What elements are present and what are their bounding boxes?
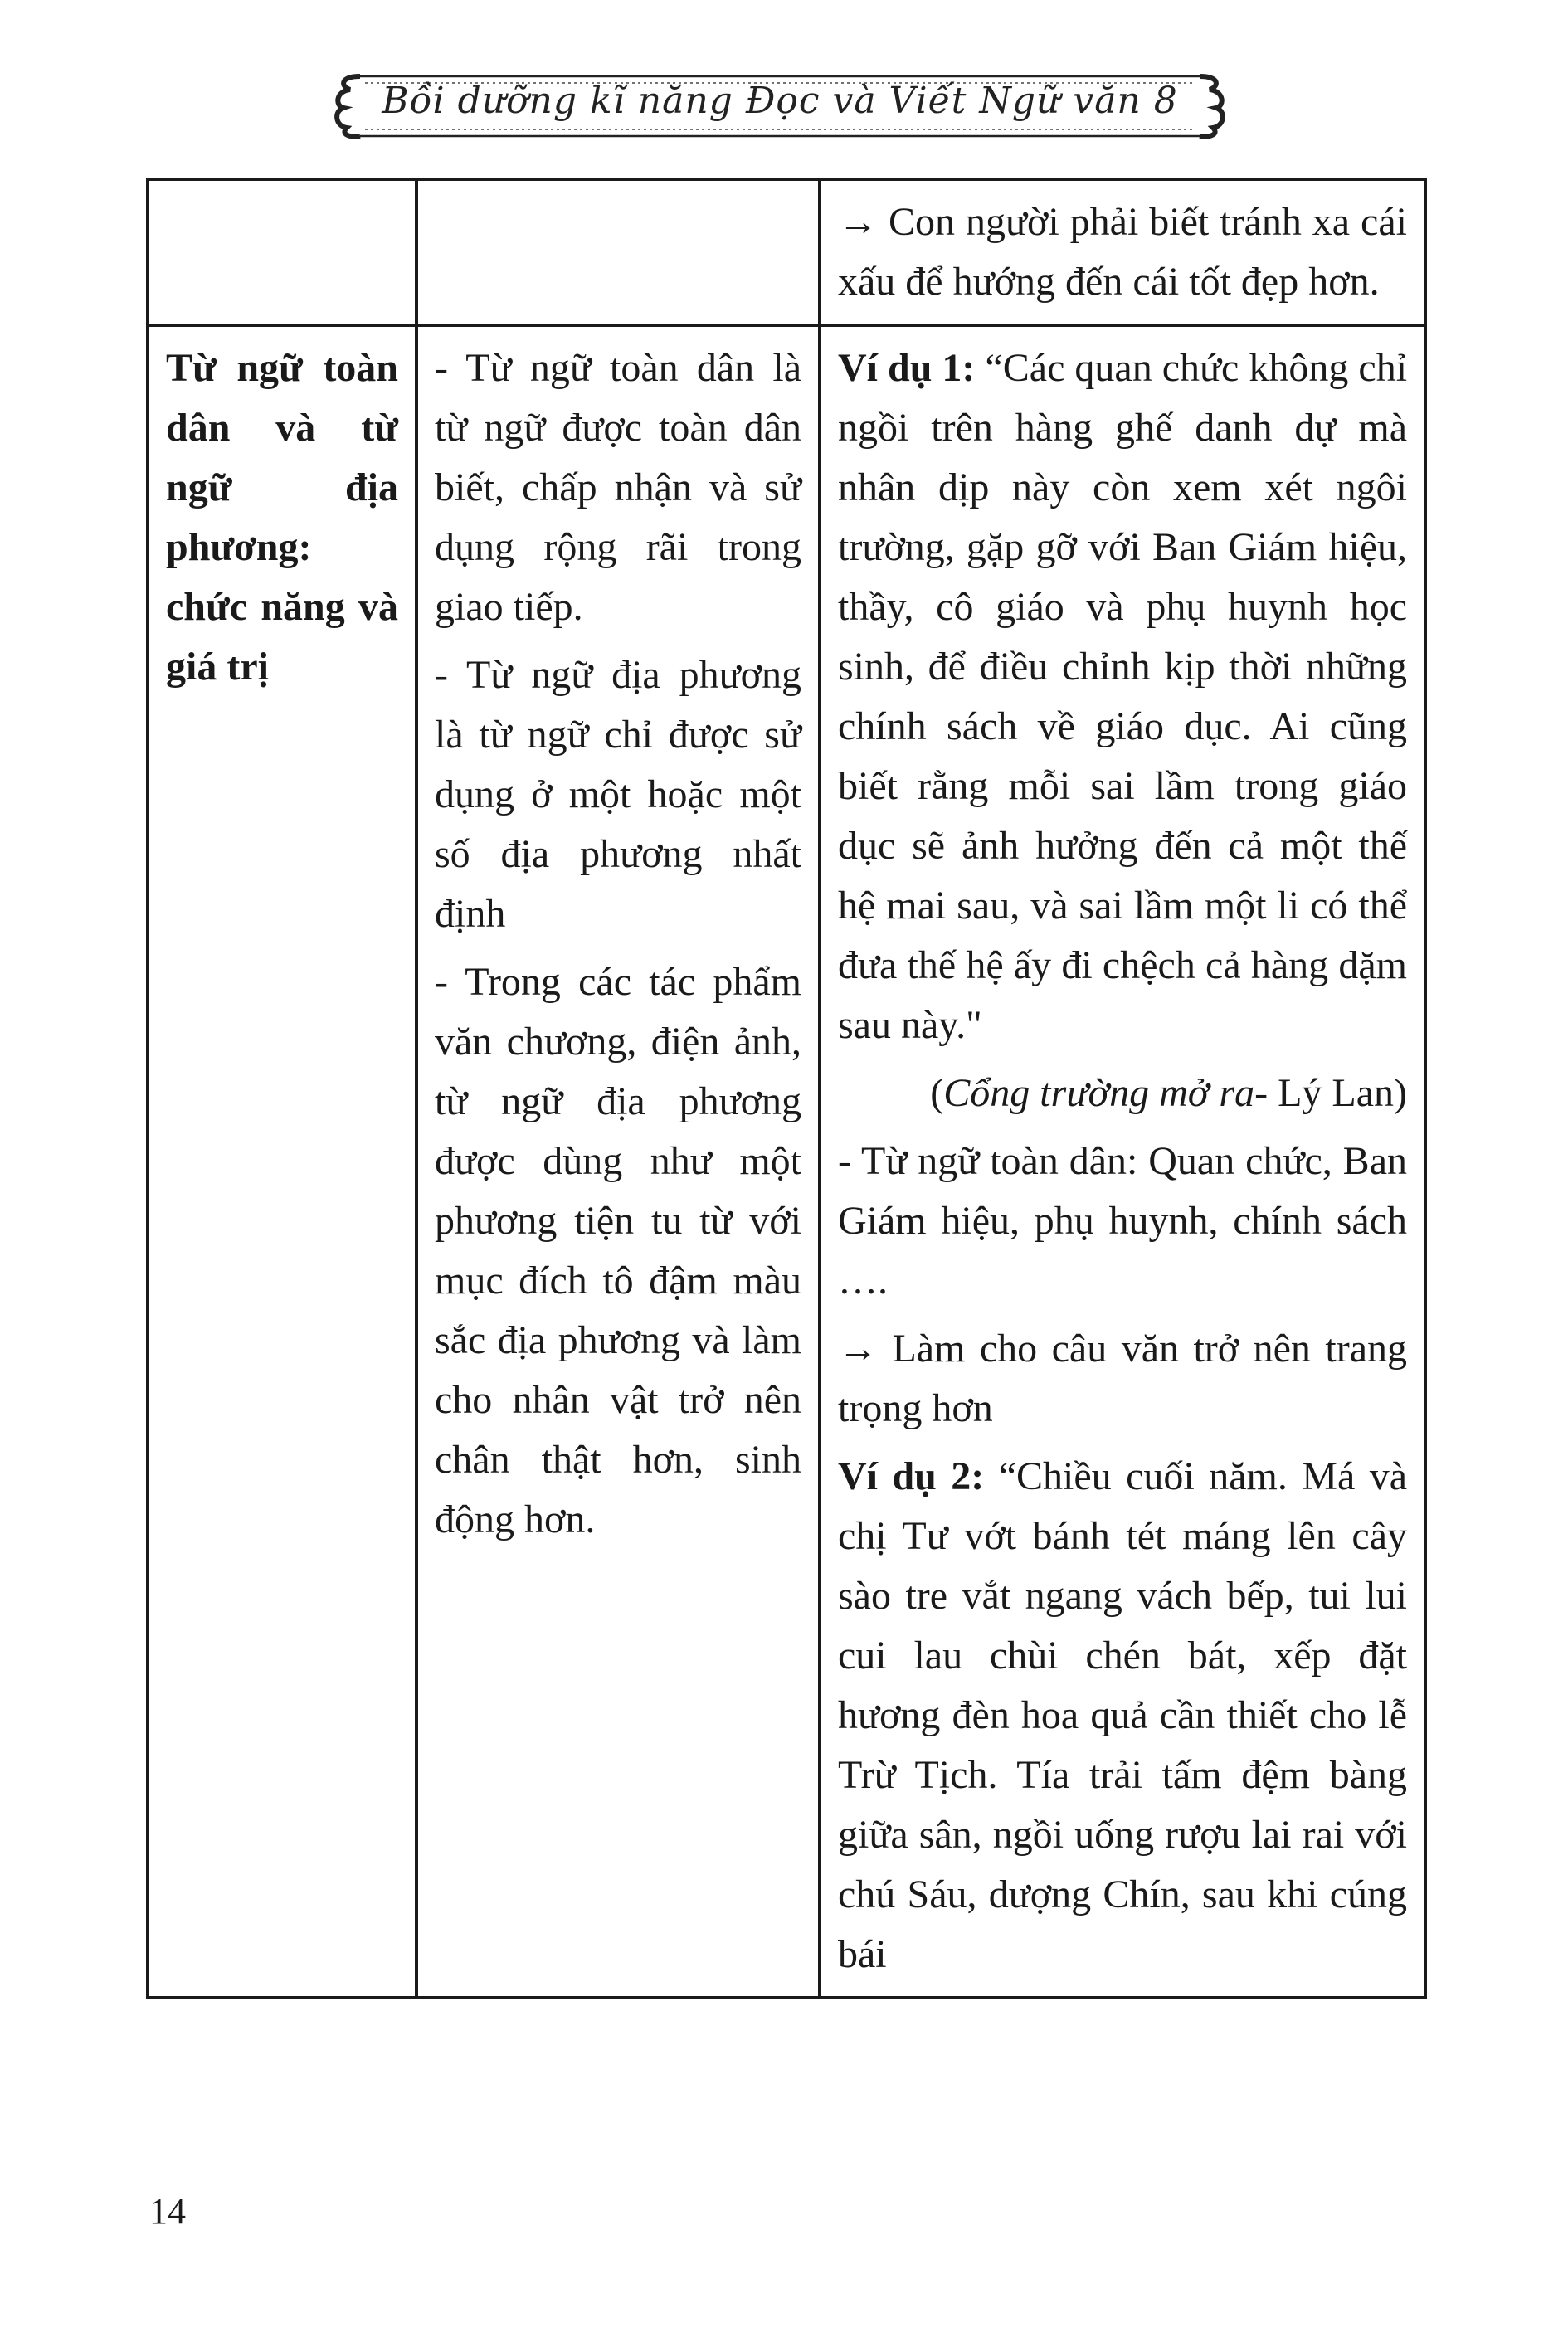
definition-item: - Từ ngữ toàn dân là từ ngữ được toàn dân biết, chấp nhận và sử dụng rộng rãi trong giao tiếp. — [435, 346, 801, 629]
example-cell — [820, 325, 1425, 1998]
source-author: - Lý Lan) — [1254, 1071, 1407, 1115]
conclusion-text: → Con người phải biết tránh xa cái xấu để hướng đến cái tốt đẹp hơn. — [838, 200, 1407, 304]
table-cell-empty — [148, 179, 416, 325]
running-header — [332, 65, 1228, 148]
page-number: 14 — [149, 2191, 186, 2232]
example-2 — [838, 1447, 1407, 1984]
example-effect: → Làm cho câu văn trở nên trang trọng hơn — [838, 1327, 1407, 1430]
table-cell-empty — [416, 179, 820, 325]
term-cell: Từ ngữ toàn dân và từ ngữ địa phương: chức năng và giá trị — [148, 325, 416, 1998]
table-cell-conclusion — [820, 179, 1425, 325]
definition-item: - Từ ngữ địa phương là từ ngữ chỉ được sử dụng ở một hoặc một số địa phương nhất định — [435, 653, 801, 936]
table-row — [148, 179, 1425, 325]
header-title: Bồi dưỡng kĩ năng Đọc và Viết Ngữ văn 8 — [382, 80, 1178, 122]
example-quote: “Chiều cuối năm. Má và chị Tư vớt bánh tét máng lên cây sào tre vắt ngang vách bếp, tui lui cui lau chùi chén bát, xếp đặt hương đèn hoa quả cần thiết cho lễ Trừ Tịch. Tía trải tấm đệm bàng giữa sân, ngồi uống rượu lai rai với chú Sáu, dượng Chín, sau khi cúng bái — [838, 1454, 1408, 1976]
definition-item: - Trong các tác phẩm văn chương, điện ảnh, từ ngữ địa phương được dùng như một phương tiện tu từ với mục đích tô đậm màu sắc địa phương và làm cho nhân vật trở nên chân thật hơn, sinh động hơn. — [435, 960, 801, 1541]
example-1 — [838, 338, 1407, 1055]
source-work: Cổng trường mở ra — [943, 1071, 1255, 1115]
example-label: Ví dụ 1: — [838, 346, 976, 390]
definition-cell — [416, 325, 820, 1998]
example-source: (Cổng trường mở ra- Lý Lan) — [930, 1071, 1407, 1115]
example-quote: “Các quan chức không chỉ ngồi trên hàng ghế danh dự mà nhân dịp này còn xem xét ngôi trường, gặp gỡ với Ban Giám hiệu, thầy, cô giáo và phụ huynh học sinh, để điều chỉnh kịp thời những chính sách về giáo dục. Ai cũng biết rằng mỗi sai lầm trong giáo dục sẽ ảnh hưởng đến cả một thế hệ mai sau, và sai lầm một li có thể đưa thế hệ ấy đi chệch cả hàng dặm sau này." — [838, 346, 1408, 1047]
example-label: Ví dụ 2: — [838, 1454, 985, 1498]
example-note: - Từ ngữ toàn dân: Quan chức, Ban Giám hiệu, phụ huynh, chính sách …. — [838, 1139, 1407, 1303]
content-table — [146, 178, 1427, 1999]
table-row — [148, 325, 1425, 1998]
